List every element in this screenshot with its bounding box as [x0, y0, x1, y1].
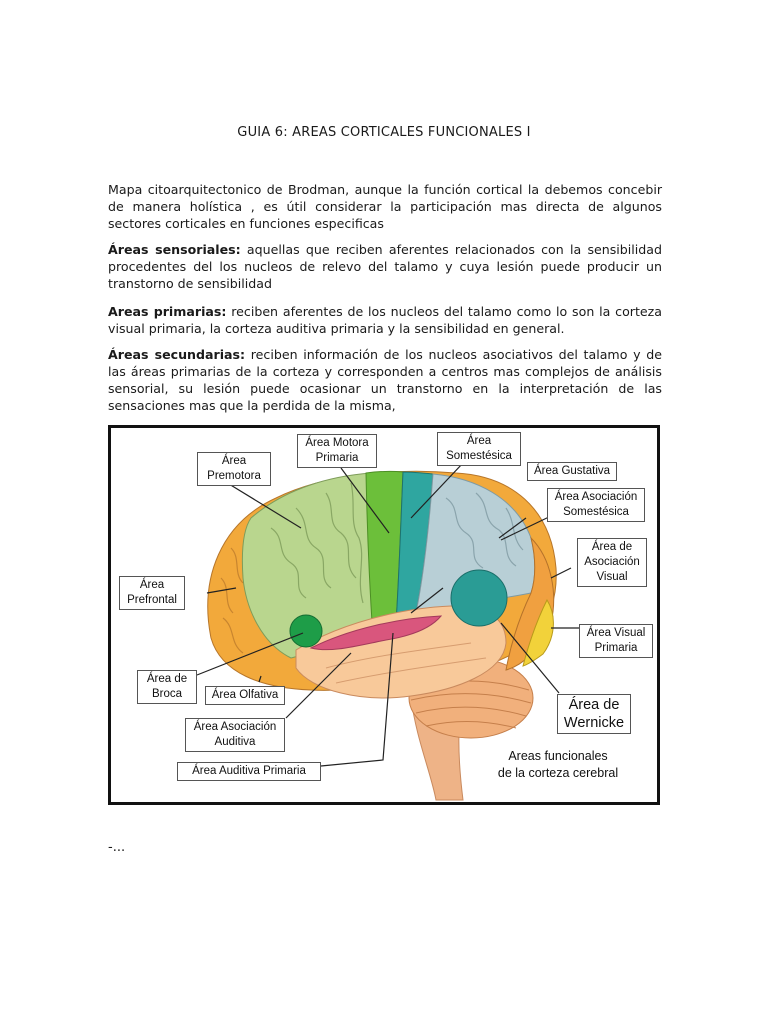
- label-line: Área Asociación: [193, 721, 277, 733]
- label-area-premotora: [197, 452, 271, 486]
- label-line: Área Auditiva Primaria: [192, 765, 306, 777]
- caption-line: de la corteza cerebral: [497, 766, 619, 780]
- label-line: Área: [139, 579, 165, 591]
- section-text: aquellas que reciben aferentes relacionados con la sensibilidad procedentes del los nucleos de relevo del talamo y cuya lesión puede producir un transtorno de sensibilidad: [108, 242, 662, 291]
- section-term: Áreas sensoriales:: [108, 242, 241, 257]
- label-area-prefrontal: [119, 576, 185, 610]
- label-area-auditiva-primaria: [177, 762, 321, 781]
- section-secundarias: [108, 346, 662, 414]
- label-area-motora-primaria: [297, 434, 377, 468]
- caption-line: Areas funcionales: [508, 749, 608, 763]
- label-area-somestesica: [437, 432, 521, 466]
- label-line: Wernicke: [563, 715, 625, 731]
- section-text: reciben información de los nucleos asociativos del talamo y de las áreas primarias de la corteza y corresponden a centros mas complejos de análisis sensorial, su lesión puede ocasionar un transtorno en la interpretación de las sensaciones mas que la perdida de la misma,: [108, 347, 662, 413]
- label-line: Broca: [151, 688, 183, 700]
- label-line: Área de: [146, 673, 188, 685]
- label-line: Área Olfativa: [211, 689, 279, 701]
- label-line: Área Visual: [586, 627, 646, 639]
- label-line: Visual: [596, 571, 628, 583]
- page-title: GUIA 6: AREAS CORTICALES FUNCIONALES I: [237, 125, 531, 140]
- label-area-asociacion-auditiva: [185, 718, 285, 752]
- wernicke-region: [451, 570, 507, 626]
- label-line: Prefrontal: [127, 594, 177, 606]
- label-line: Área Asociación: [554, 491, 638, 503]
- section-term: Áreas secundarias:: [108, 347, 246, 362]
- label-line: Premotora: [207, 470, 261, 482]
- label-line: Área Motora: [305, 437, 369, 449]
- intro-paragraph: Mapa citoarquitectonico de Brodman, aunque la función cortical la debemos concebir de manera holística , es útil considerar la participación mas directa de algunos sectores corticales en funciones especificas: [108, 182, 662, 231]
- label-line: Área de: [568, 697, 620, 713]
- label-area-olfativa: [205, 686, 285, 705]
- label-area-broca: [137, 670, 197, 704]
- broca-region: [290, 615, 322, 647]
- label-line: Somestésica: [446, 450, 512, 462]
- label-line: Área Gustativa: [533, 465, 611, 477]
- label-area-wernicke: [557, 694, 631, 734]
- label-area-gustativa: [527, 462, 617, 481]
- footer-text: -...: [108, 840, 126, 855]
- figure-caption: [483, 748, 633, 782]
- section-text: reciben aferentes de los nucleos del talamo como lo son la corteza visual primaria, la corteza auditiva primaria y la sensibilidad en general.: [108, 304, 662, 336]
- section-primarias: [108, 303, 662, 337]
- section-term: Areas primarias:: [108, 304, 227, 319]
- label-line: Somestésica: [563, 506, 629, 518]
- section-sensoriales: [108, 241, 662, 292]
- label-line: Área: [466, 435, 492, 447]
- label-area-asociacion-visual: [577, 538, 647, 587]
- label-line: Área de: [591, 541, 633, 553]
- label-line: Auditiva: [214, 736, 256, 748]
- label-area-asociacion-somestesica: [547, 488, 645, 522]
- brain-diagram: [108, 425, 660, 805]
- label-line: Área: [221, 455, 247, 467]
- label-area-visual-primaria: [579, 624, 653, 658]
- label-line: Asociación: [584, 556, 640, 568]
- label-line: Primaria: [315, 452, 359, 464]
- label-line: Primaria: [594, 642, 638, 654]
